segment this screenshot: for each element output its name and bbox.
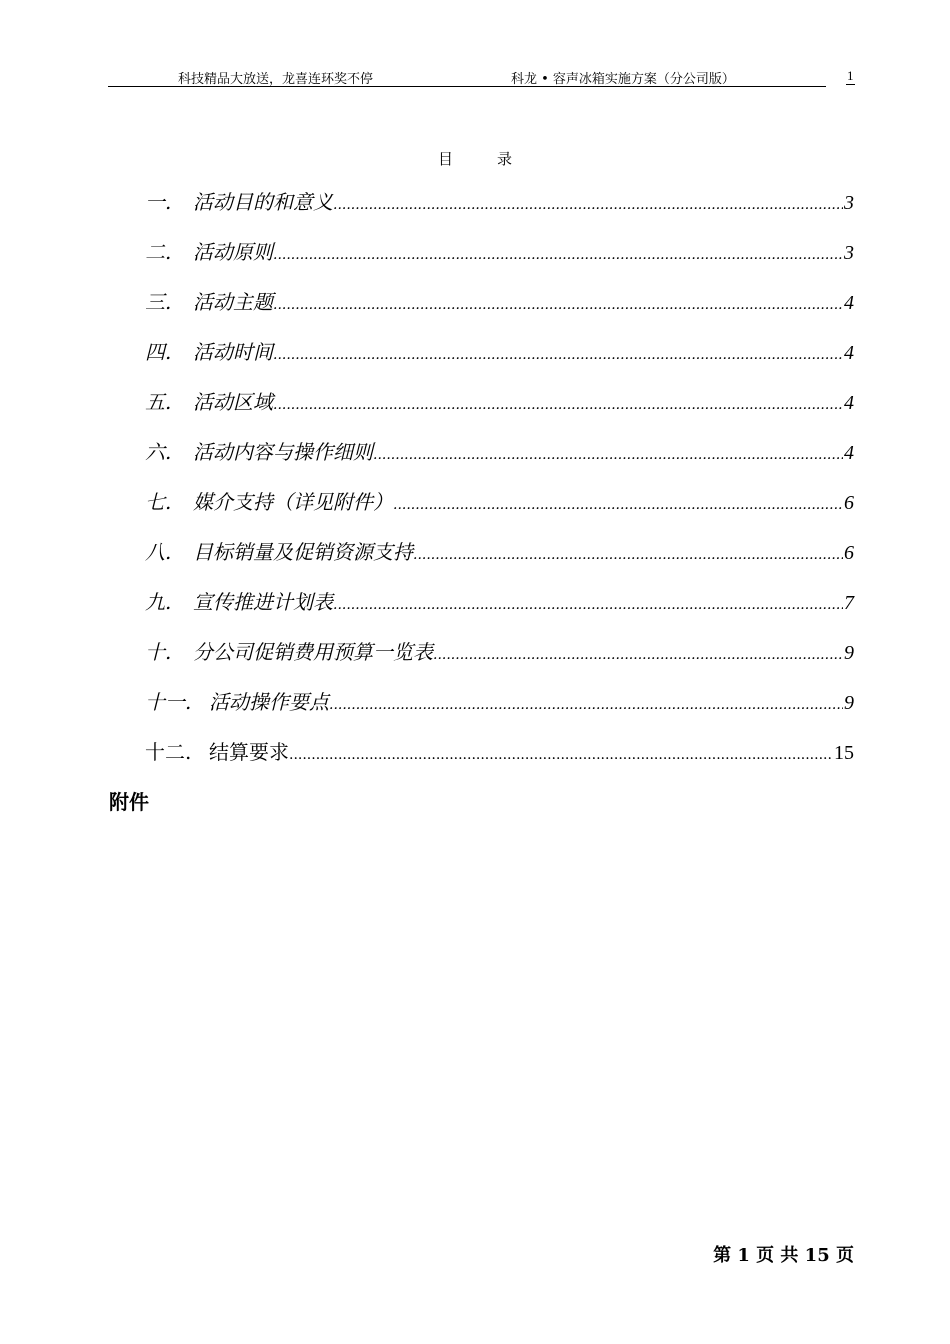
toc-entry[interactable]: [145, 186, 854, 236]
toc-leader-dots: [433, 647, 843, 663]
toc-entry-label: 活动操作要点: [209, 690, 329, 714]
table-of-contents: [145, 186, 854, 786]
toc-entry-number: 十一.: [145, 690, 192, 714]
toc-entry-label: 活动目的和意义: [193, 190, 333, 214]
toc-leader-dots: [333, 197, 843, 213]
toc-entry-number: 四.: [145, 340, 172, 364]
header-document-title: 科龙 • 容声冰箱实施方案（分公司版）: [511, 72, 735, 87]
header-slogan: 科技精品大放送，龙喜连环奖不停: [178, 72, 374, 87]
toc-leader-dots: [329, 697, 843, 713]
toc-entry[interactable]: [145, 686, 854, 736]
toc-entry-page: 4: [844, 342, 854, 364]
toc-leader-dots: [273, 397, 843, 413]
toc-leader-dots: [289, 747, 833, 763]
toc-entry-page: 15: [834, 742, 854, 764]
toc-entry-page: 3: [844, 242, 854, 264]
toc-leader-dots: [273, 347, 843, 363]
toc-leader-dots: [273, 297, 843, 313]
toc-entry-page: 3: [844, 192, 854, 214]
toc-entry-page: 9: [844, 642, 854, 664]
toc-entry-label: 媒介支持（详见附件）: [193, 490, 393, 514]
toc-leader-dots: [373, 447, 843, 463]
page-header: [108, 66, 826, 87]
toc-leader-dots: [333, 597, 843, 613]
toc-leader-dots: [273, 247, 843, 263]
header-page-number: 1: [847, 68, 854, 83]
toc-entry[interactable]: [145, 386, 854, 436]
toc-entry-number: 三.: [145, 290, 172, 314]
toc-entry-number: 十.: [145, 640, 172, 664]
toc-entry-label: 活动内容与操作细则: [193, 440, 373, 464]
toc-entry-label: 分公司促销费用预算一览表: [193, 640, 433, 664]
toc-entry-label: 活动主题: [193, 290, 273, 314]
toc-entry[interactable]: [145, 486, 854, 536]
toc-entry-number: 七.: [145, 490, 172, 514]
toc-entry[interactable]: [145, 236, 854, 286]
toc-entry-label: 目标销量及促销资源支持: [193, 540, 413, 564]
toc-entry-number: 十二.: [145, 740, 192, 764]
toc-title: 目录: [437, 150, 556, 168]
toc-entry-number: 九.: [145, 590, 172, 614]
toc-entry-number: 六.: [145, 440, 172, 464]
toc-entry-page: 4: [844, 392, 854, 414]
toc-entry-page: 6: [844, 492, 854, 514]
toc-entry-label: 结算要求: [209, 740, 289, 764]
appendix-heading: 附件: [109, 790, 149, 814]
toc-entry-page: 4: [844, 292, 854, 314]
toc-entry[interactable]: [145, 286, 854, 336]
toc-leader-dots: [413, 547, 843, 563]
toc-entry-number: 五.: [145, 390, 172, 414]
toc-entry-label: 活动原则: [193, 240, 273, 264]
toc-entry-number: 二.: [145, 240, 172, 264]
toc-entry[interactable]: [145, 336, 854, 386]
toc-entry-label: 活动区域: [193, 390, 273, 414]
toc-entry-label: 宣传推进计划表: [193, 590, 333, 614]
toc-entry[interactable]: [145, 536, 854, 586]
toc-entry-number: 一.: [145, 190, 172, 214]
toc-entry-number: 八.: [145, 540, 172, 564]
toc-entry-page: 4: [844, 442, 854, 464]
toc-entry-label: 活动时间: [193, 340, 273, 364]
toc-entry-page: 9: [844, 692, 854, 714]
page-footer: 第 1 页 共 15 页: [713, 1245, 854, 1266]
toc-entry[interactable]: [145, 636, 854, 686]
toc-entry[interactable]: [145, 436, 854, 486]
toc-entry-page: 6: [844, 542, 854, 564]
toc-entry[interactable]: [145, 586, 854, 636]
toc-leader-dots: [393, 497, 843, 513]
toc-entry[interactable]: [145, 736, 854, 786]
toc-entry-page: 7: [844, 592, 854, 614]
